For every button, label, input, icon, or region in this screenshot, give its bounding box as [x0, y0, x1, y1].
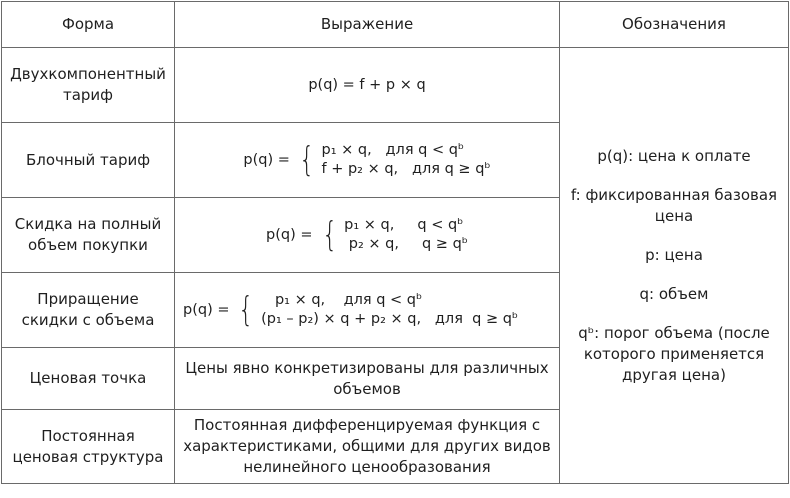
form-cell: Ценовая точка	[2, 348, 175, 410]
formula-case: f + p₂ × q, для q ≥ qᵇ	[321, 161, 491, 177]
notation-item: p: цена	[645, 245, 703, 264]
expression-cell	[175, 198, 560, 273]
notation-item: f: фиксированная базовая цена	[570, 185, 778, 225]
formula: p(q) = f + p × q	[308, 77, 426, 93]
formula-case: p₁ × q, для q < qᵇ	[321, 142, 465, 158]
form-cell: Приращение скидки с объема	[2, 273, 175, 348]
notation-cell	[560, 48, 789, 484]
header-row	[2, 2, 789, 48]
notation-item: qᵇ: порог объема (после которого применяется другая цена)	[578, 323, 770, 384]
formula-cases	[344, 216, 468, 254]
table-row	[2, 48, 789, 123]
form-cell: Блочный тариф	[2, 123, 175, 198]
formula-lhs: p(q) =	[183, 301, 230, 318]
formula-lhs: p(q) =	[266, 226, 313, 243]
notation-item: p(q): цена к оплате	[597, 146, 751, 165]
expression-cell	[175, 123, 560, 198]
notation-item: q: объем	[639, 284, 709, 303]
header-notation: Обозначения	[560, 2, 789, 48]
expression-cell: Постоянная дифференцируемая функция с характеристиками, общими для других видов нелинейного ценообразования	[175, 410, 560, 484]
expression-cell: Цены явно конкретизированы для различных объемов	[175, 348, 560, 410]
form-cell: Скидка на полный объем покупки	[2, 198, 175, 273]
formula-lhs: p(q) =	[243, 151, 290, 168]
form-cell: Постоянная ценовая структура	[2, 410, 175, 484]
expression-cell	[175, 48, 560, 123]
formula	[243, 141, 490, 179]
formula-case: p₁ × q, для q < qᵇ	[261, 292, 423, 308]
formula-case: (p₁ – p₂) × q + p₂ × q, для q ≥ qᵇ	[261, 311, 519, 327]
formula-cases	[261, 291, 518, 329]
header-expression: Выражение	[175, 2, 560, 48]
form-cell: Двухкомпонентный тариф	[2, 48, 175, 123]
expression-cell	[175, 273, 560, 348]
pricing-forms-table	[1, 1, 789, 484]
brace-icon: {	[238, 290, 254, 330]
brace-icon: {	[321, 215, 337, 255]
brace-icon: {	[299, 140, 315, 180]
formula-case: p₂ × q, q ≥ qᵇ	[344, 236, 468, 252]
header-form: Форма	[2, 2, 175, 48]
formula	[266, 216, 468, 254]
formula	[183, 291, 518, 329]
formula-case: p₁ × q, q < qᵇ	[344, 217, 464, 233]
formula-cases	[322, 141, 491, 179]
